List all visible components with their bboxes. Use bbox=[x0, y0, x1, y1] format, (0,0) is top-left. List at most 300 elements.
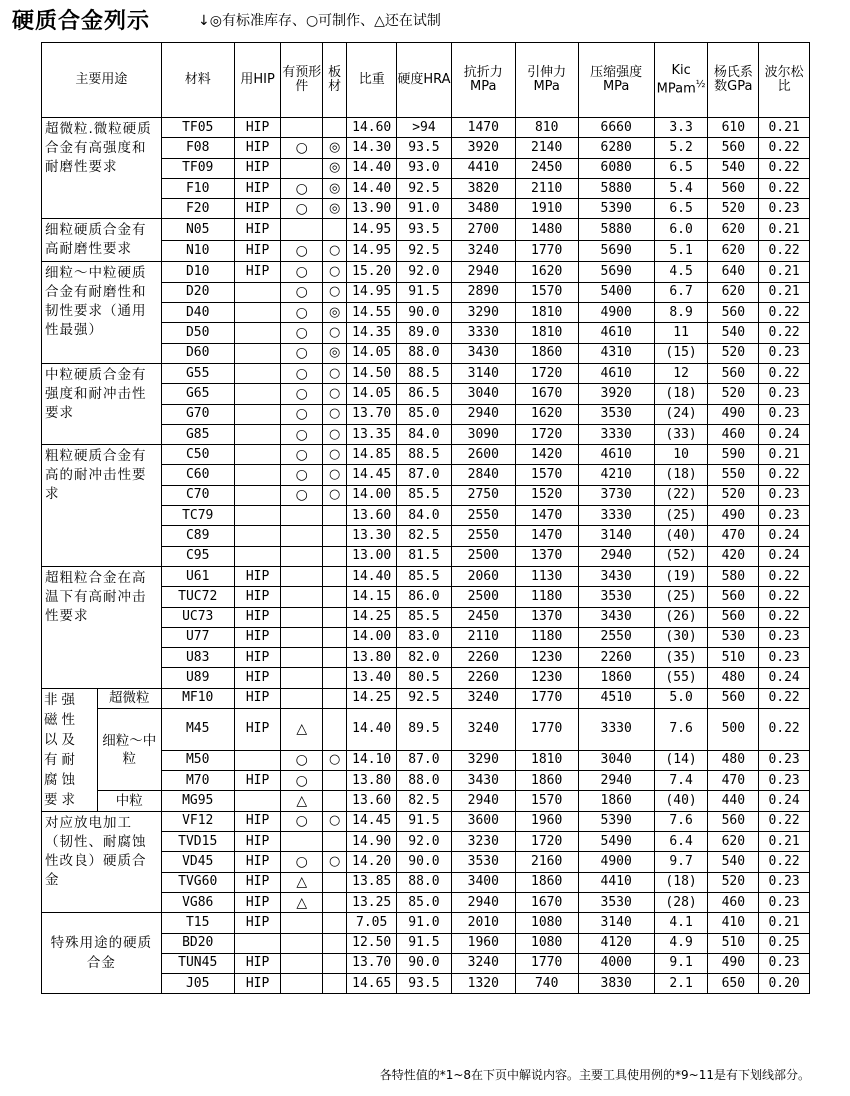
cell-material: TVG60 bbox=[161, 872, 234, 892]
cell-hra: 88.0 bbox=[397, 872, 452, 892]
header-kic-line2: MPam bbox=[656, 81, 696, 97]
cell-hra: 92.0 bbox=[397, 832, 452, 852]
cell-kic: (40) bbox=[654, 526, 708, 546]
cell-comp: 2940 bbox=[578, 771, 654, 791]
cell-comp: 3330 bbox=[578, 709, 654, 751]
cell-poisson: 0.21 bbox=[759, 219, 810, 241]
cell-poisson: 0.21 bbox=[759, 118, 810, 138]
cell-hra: 92.5 bbox=[397, 688, 452, 708]
cell-plate: ○ bbox=[323, 465, 347, 485]
cell-hra: 91.5 bbox=[397, 811, 452, 831]
cell-tensile: 1370 bbox=[515, 607, 578, 627]
cell-preform bbox=[281, 587, 323, 607]
group-use: 粗粒硬质合金有高的耐冲击性要求 bbox=[42, 445, 162, 567]
cell-hra: 82.5 bbox=[397, 791, 452, 811]
cell-comp: 3040 bbox=[578, 750, 654, 770]
cell-young: 560 bbox=[708, 587, 759, 607]
cell-tensile: 1810 bbox=[515, 303, 578, 323]
cell-hra: 85.5 bbox=[397, 607, 452, 627]
cell-plate bbox=[323, 913, 347, 933]
cell-poisson: 0.22 bbox=[759, 158, 810, 178]
cell-tensile: 2140 bbox=[515, 138, 578, 158]
cell-preform: ○ bbox=[281, 424, 323, 444]
cell-hip: HIP bbox=[234, 892, 281, 912]
cell-material: C60 bbox=[161, 465, 234, 485]
cell-young: 520 bbox=[708, 343, 759, 363]
cell-bend: 2260 bbox=[451, 648, 515, 668]
cell-comp: 3530 bbox=[578, 892, 654, 912]
cell-sg: 13.00 bbox=[347, 546, 397, 566]
table-row bbox=[42, 445, 810, 465]
cell-material: F20 bbox=[161, 199, 234, 219]
header-kic-line1: Kic bbox=[671, 62, 691, 78]
cell-plate bbox=[323, 771, 347, 791]
cell-young: 610 bbox=[708, 118, 759, 138]
cell-hip bbox=[234, 445, 281, 465]
cell-tensile: 1480 bbox=[515, 219, 578, 241]
cell-plate: ◎ bbox=[323, 303, 347, 323]
cell-preform: ○ bbox=[281, 465, 323, 485]
cell-hra: 82.5 bbox=[397, 526, 452, 546]
cell-sg: 14.15 bbox=[347, 587, 397, 607]
cell-sg: 14.45 bbox=[347, 811, 397, 831]
cell-tensile: 1520 bbox=[515, 485, 578, 505]
cell-kic: 6.4 bbox=[654, 832, 708, 852]
cell-preform: ○ bbox=[281, 750, 323, 770]
cell-young: 490 bbox=[708, 953, 759, 973]
cell-plate bbox=[323, 506, 347, 526]
cell-kic: (14) bbox=[654, 750, 708, 770]
cell-preform: ○ bbox=[281, 771, 323, 791]
cell-poisson: 0.22 bbox=[759, 240, 810, 262]
cell-material: C89 bbox=[161, 526, 234, 546]
cell-material: F08 bbox=[161, 138, 234, 158]
cell-young: 480 bbox=[708, 750, 759, 770]
table-row bbox=[42, 262, 810, 282]
cell-young: 550 bbox=[708, 465, 759, 485]
cell-young: 440 bbox=[708, 791, 759, 811]
cell-comp: 3330 bbox=[578, 424, 654, 444]
cell-material: MF10 bbox=[161, 688, 234, 708]
cell-tensile: 1470 bbox=[515, 506, 578, 526]
cell-bend: 3400 bbox=[451, 872, 515, 892]
cell-preform: ○ bbox=[281, 178, 323, 198]
cell-tensile: 1810 bbox=[515, 750, 578, 770]
cell-preform: ○ bbox=[281, 138, 323, 158]
cell-hra: 88.5 bbox=[397, 445, 452, 465]
cell-preform: ○ bbox=[281, 343, 323, 363]
cell-comp: 4000 bbox=[578, 953, 654, 973]
cell-kic: 10 bbox=[654, 445, 708, 465]
cell-kic: (24) bbox=[654, 404, 708, 424]
group-use: 非强磁性以及有耐腐蚀要求 bbox=[42, 688, 98, 811]
cell-hip: HIP bbox=[234, 872, 281, 892]
cell-plate bbox=[323, 627, 347, 647]
cell-comp: 2940 bbox=[578, 546, 654, 566]
cell-comp: 4900 bbox=[578, 303, 654, 323]
cell-preform bbox=[281, 566, 323, 586]
cell-young: 560 bbox=[708, 363, 759, 383]
cell-poisson: 0.21 bbox=[759, 262, 810, 282]
header-comp: 压缩强度MPa bbox=[578, 43, 654, 118]
cell-hip: HIP bbox=[234, 811, 281, 831]
header-kic-exp: ½ bbox=[695, 78, 706, 90]
cell-sg: 12.50 bbox=[347, 933, 397, 953]
cell-bend: 3240 bbox=[451, 240, 515, 262]
cell-preform: ○ bbox=[281, 323, 323, 343]
header-bend: 抗折力MPa bbox=[451, 43, 515, 118]
cell-bend: 2500 bbox=[451, 546, 515, 566]
cell-plate bbox=[323, 526, 347, 546]
cell-material: VD45 bbox=[161, 852, 234, 872]
cell-material: C50 bbox=[161, 445, 234, 465]
cell-comp: 4510 bbox=[578, 688, 654, 708]
group-use: 超粗粒合金在高温下有高耐冲击性要求 bbox=[42, 566, 162, 688]
cell-hip bbox=[234, 282, 281, 302]
cell-tensile: 1860 bbox=[515, 771, 578, 791]
cell-plate bbox=[323, 872, 347, 892]
cell-bend: 2940 bbox=[451, 791, 515, 811]
cell-sg: 14.20 bbox=[347, 852, 397, 872]
cell-preform: ○ bbox=[281, 811, 323, 831]
cell-plate: ○ bbox=[323, 363, 347, 383]
cell-hip: HIP bbox=[234, 852, 281, 872]
cell-sg: 14.50 bbox=[347, 363, 397, 383]
cell-plate: ○ bbox=[323, 262, 347, 282]
cell-kic: (40) bbox=[654, 791, 708, 811]
cell-preform bbox=[281, 832, 323, 852]
cell-tensile: 1420 bbox=[515, 445, 578, 465]
cell-kic: 9.7 bbox=[654, 852, 708, 872]
cell-young: 620 bbox=[708, 240, 759, 262]
cell-tensile: 2450 bbox=[515, 158, 578, 178]
cell-young: 560 bbox=[708, 607, 759, 627]
cell-material: N05 bbox=[161, 219, 234, 241]
cell-young: 470 bbox=[708, 771, 759, 791]
cell-plate: ○ bbox=[323, 240, 347, 262]
cell-comp: 3830 bbox=[578, 974, 654, 994]
cell-hra: 93.0 bbox=[397, 158, 452, 178]
cell-plate bbox=[323, 953, 347, 973]
cell-young: 460 bbox=[708, 424, 759, 444]
cell-sg: 13.80 bbox=[347, 648, 397, 668]
cell-material: J05 bbox=[161, 974, 234, 994]
cell-material: M45 bbox=[161, 709, 234, 751]
cell-material: D20 bbox=[161, 282, 234, 302]
cell-plate bbox=[323, 974, 347, 994]
cell-bend: 1320 bbox=[451, 974, 515, 994]
cell-bend: 3290 bbox=[451, 303, 515, 323]
cell-hip: HIP bbox=[234, 219, 281, 241]
cell-material: U83 bbox=[161, 648, 234, 668]
cell-material: D60 bbox=[161, 343, 234, 363]
cell-plate: ○ bbox=[323, 384, 347, 404]
cell-kic: 5.0 bbox=[654, 688, 708, 708]
cell-tensile: 1080 bbox=[515, 913, 578, 933]
cell-preform bbox=[281, 506, 323, 526]
cell-kic: 7.6 bbox=[654, 811, 708, 831]
header-young: 杨氏系数GPa bbox=[708, 43, 759, 118]
cell-material: G70 bbox=[161, 404, 234, 424]
cell-plate bbox=[323, 118, 347, 138]
cell-poisson: 0.24 bbox=[759, 526, 810, 546]
cell-comp: 2260 bbox=[578, 648, 654, 668]
cell-poisson: 0.22 bbox=[759, 688, 810, 708]
cell-preform: ○ bbox=[281, 404, 323, 424]
table-row bbox=[42, 913, 810, 933]
table-row bbox=[42, 811, 810, 831]
table-row bbox=[42, 791, 810, 811]
cell-material: C70 bbox=[161, 485, 234, 505]
cell-kic: 12 bbox=[654, 363, 708, 383]
cell-plate bbox=[323, 933, 347, 953]
cell-young: 560 bbox=[708, 688, 759, 708]
cell-poisson: 0.22 bbox=[759, 587, 810, 607]
cell-material: D40 bbox=[161, 303, 234, 323]
cell-hra: 85.0 bbox=[397, 404, 452, 424]
cell-material: TVD15 bbox=[161, 832, 234, 852]
cell-hra: 91.5 bbox=[397, 282, 452, 302]
cell-tensile: 1470 bbox=[515, 526, 578, 546]
cell-young: 540 bbox=[708, 852, 759, 872]
cell-young: 470 bbox=[708, 526, 759, 546]
cell-tensile: 1570 bbox=[515, 791, 578, 811]
cell-preform: ○ bbox=[281, 485, 323, 505]
cell-tensile: 1860 bbox=[515, 872, 578, 892]
cell-comp: 5880 bbox=[578, 178, 654, 198]
cell-tensile: 1570 bbox=[515, 282, 578, 302]
cell-plate: ○ bbox=[323, 282, 347, 302]
cell-kic: (22) bbox=[654, 485, 708, 505]
cell-hip: HIP bbox=[234, 913, 281, 933]
cell-hip: HIP bbox=[234, 627, 281, 647]
cell-tensile: 1910 bbox=[515, 199, 578, 219]
cell-comp: 3140 bbox=[578, 913, 654, 933]
cell-comp: 3430 bbox=[578, 607, 654, 627]
cell-poisson: 0.21 bbox=[759, 832, 810, 852]
cell-kic: 4.5 bbox=[654, 262, 708, 282]
cell-sg: 14.65 bbox=[347, 974, 397, 994]
cell-tensile: 1230 bbox=[515, 648, 578, 668]
cell-hip: HIP bbox=[234, 607, 281, 627]
cell-hra: 89.0 bbox=[397, 323, 452, 343]
cell-hip: HIP bbox=[234, 709, 281, 751]
cell-kic: 9.1 bbox=[654, 953, 708, 973]
cell-comp: 6660 bbox=[578, 118, 654, 138]
cell-bend: 1470 bbox=[451, 118, 515, 138]
cell-preform: ○ bbox=[281, 199, 323, 219]
cell-kic: 6.5 bbox=[654, 158, 708, 178]
cell-material: G85 bbox=[161, 424, 234, 444]
cell-poisson: 0.23 bbox=[759, 953, 810, 973]
cell-poisson: 0.24 bbox=[759, 668, 810, 688]
cell-young: 540 bbox=[708, 323, 759, 343]
cell-bend: 4410 bbox=[451, 158, 515, 178]
cell-sg: 13.90 bbox=[347, 199, 397, 219]
cell-sg: 14.25 bbox=[347, 607, 397, 627]
cell-plate bbox=[323, 648, 347, 668]
cell-hip: HIP bbox=[234, 566, 281, 586]
cell-hra: 86.0 bbox=[397, 587, 452, 607]
cell-young: 620 bbox=[708, 832, 759, 852]
cell-hip bbox=[234, 506, 281, 526]
cell-bend: 3090 bbox=[451, 424, 515, 444]
cell-tensile: 1370 bbox=[515, 546, 578, 566]
cell-young: 560 bbox=[708, 811, 759, 831]
cell-hip: HIP bbox=[234, 178, 281, 198]
cell-hip bbox=[234, 791, 281, 811]
cell-material: C95 bbox=[161, 546, 234, 566]
cell-bend: 2890 bbox=[451, 282, 515, 302]
cell-preform: ○ bbox=[281, 262, 323, 282]
cell-hra: 90.0 bbox=[397, 852, 452, 872]
cell-young: 560 bbox=[708, 178, 759, 198]
cell-poisson: 0.22 bbox=[759, 709, 810, 751]
cell-sg: 14.35 bbox=[347, 323, 397, 343]
table-row bbox=[42, 219, 810, 241]
cell-tensile: 1670 bbox=[515, 384, 578, 404]
cell-hra: 84.0 bbox=[397, 424, 452, 444]
cell-kic: 8.9 bbox=[654, 303, 708, 323]
cell-plate: ◎ bbox=[323, 199, 347, 219]
cell-poisson: 0.23 bbox=[759, 627, 810, 647]
cell-kic: 7.6 bbox=[654, 709, 708, 751]
cell-sg: 14.40 bbox=[347, 158, 397, 178]
cell-tensile: 1720 bbox=[515, 832, 578, 852]
cell-plate bbox=[323, 546, 347, 566]
cell-comp: 5690 bbox=[578, 262, 654, 282]
cell-plate: ◎ bbox=[323, 158, 347, 178]
cell-bend: 2450 bbox=[451, 607, 515, 627]
cell-tensile: 810 bbox=[515, 118, 578, 138]
cell-bend: 2940 bbox=[451, 262, 515, 282]
cell-hip bbox=[234, 485, 281, 505]
cell-kic: (18) bbox=[654, 872, 708, 892]
cell-material: U77 bbox=[161, 627, 234, 647]
cell-comp: 4120 bbox=[578, 933, 654, 953]
cell-hip: HIP bbox=[234, 240, 281, 262]
legend: ↓◎有标准库存、○可制作、△还在试制 bbox=[198, 13, 441, 29]
cell-hip bbox=[234, 363, 281, 383]
cell-hip: HIP bbox=[234, 648, 281, 668]
cell-plate bbox=[323, 688, 347, 708]
cell-young: 460 bbox=[708, 892, 759, 912]
cell-plate bbox=[323, 668, 347, 688]
group-use: 对应放电加工（韧性、耐腐蚀性改良）硬质合金 bbox=[42, 811, 162, 912]
cell-young: 590 bbox=[708, 445, 759, 465]
cell-material: TUN45 bbox=[161, 953, 234, 973]
cell-material: TC79 bbox=[161, 506, 234, 526]
cell-poisson: 0.24 bbox=[759, 546, 810, 566]
group-use: 细粒硬质合金有高耐磨性要求 bbox=[42, 219, 162, 262]
cell-poisson: 0.23 bbox=[759, 872, 810, 892]
table-row bbox=[42, 363, 810, 383]
sub-medium: 中粒 bbox=[97, 791, 161, 811]
cell-preform: ○ bbox=[281, 445, 323, 465]
cell-tensile: 1230 bbox=[515, 668, 578, 688]
cell-hip bbox=[234, 384, 281, 404]
cell-kic: (25) bbox=[654, 587, 708, 607]
cell-poisson: 0.22 bbox=[759, 465, 810, 485]
cell-hip bbox=[234, 303, 281, 323]
cell-plate: ○ bbox=[323, 852, 347, 872]
cell-hra: 90.0 bbox=[397, 953, 452, 973]
cell-material: TF05 bbox=[161, 118, 234, 138]
cell-poisson: 0.23 bbox=[759, 771, 810, 791]
cell-bend: 3240 bbox=[451, 953, 515, 973]
cell-poisson: 0.23 bbox=[759, 404, 810, 424]
group-use: 中粒硬质合金有强度和耐冲击性要求 bbox=[42, 363, 162, 444]
cell-plate: ○ bbox=[323, 485, 347, 505]
cell-kic: 4.9 bbox=[654, 933, 708, 953]
cell-hra: 82.0 bbox=[397, 648, 452, 668]
cell-material: G55 bbox=[161, 363, 234, 383]
cell-comp: 5390 bbox=[578, 199, 654, 219]
cell-comp: 5690 bbox=[578, 240, 654, 262]
cell-kic: 7.4 bbox=[654, 771, 708, 791]
cell-kic: (26) bbox=[654, 607, 708, 627]
cell-kic: (18) bbox=[654, 465, 708, 485]
cell-comp: 3530 bbox=[578, 404, 654, 424]
cell-kic: (55) bbox=[654, 668, 708, 688]
cell-plate: ◎ bbox=[323, 138, 347, 158]
cell-kic: (19) bbox=[654, 566, 708, 586]
cell-bend: 3290 bbox=[451, 750, 515, 770]
cell-bend: 3240 bbox=[451, 688, 515, 708]
cell-hip: HIP bbox=[234, 118, 281, 138]
cell-sg: 14.85 bbox=[347, 445, 397, 465]
cell-material: D10 bbox=[161, 262, 234, 282]
cell-preform bbox=[281, 953, 323, 973]
cell-hra: 93.5 bbox=[397, 974, 452, 994]
header-sg: 比重 bbox=[347, 43, 397, 118]
cell-hip: HIP bbox=[234, 953, 281, 973]
cell-tensile: 1180 bbox=[515, 627, 578, 647]
cell-tensile: 1960 bbox=[515, 811, 578, 831]
cell-kic: 6.5 bbox=[654, 199, 708, 219]
cell-bend: 2110 bbox=[451, 627, 515, 647]
cell-preform: △ bbox=[281, 872, 323, 892]
cell-hra: >94 bbox=[397, 118, 452, 138]
cell-sg: 14.55 bbox=[347, 303, 397, 323]
cell-plate bbox=[323, 832, 347, 852]
cell-poisson: 0.22 bbox=[759, 303, 810, 323]
cell-plate bbox=[323, 709, 347, 751]
cell-poisson: 0.22 bbox=[759, 566, 810, 586]
cell-poisson: 0.21 bbox=[759, 282, 810, 302]
page-title: 硬质合金列示 bbox=[12, 9, 151, 34]
cell-plate: ○ bbox=[323, 445, 347, 465]
cell-young: 530 bbox=[708, 627, 759, 647]
cell-hra: 88.5 bbox=[397, 363, 452, 383]
cell-poisson: 0.23 bbox=[759, 648, 810, 668]
cell-sg: 14.10 bbox=[347, 750, 397, 770]
cell-preform: ○ bbox=[281, 852, 323, 872]
cell-plate bbox=[323, 791, 347, 811]
cell-comp: 4900 bbox=[578, 852, 654, 872]
cell-comp: 4310 bbox=[578, 343, 654, 363]
cell-kic: (28) bbox=[654, 892, 708, 912]
cell-sg: 13.80 bbox=[347, 771, 397, 791]
cell-preform: ○ bbox=[281, 384, 323, 404]
cell-tensile: 1810 bbox=[515, 323, 578, 343]
cell-plate bbox=[323, 587, 347, 607]
cell-preform: △ bbox=[281, 709, 323, 751]
cell-preform bbox=[281, 546, 323, 566]
cell-hip: HIP bbox=[234, 199, 281, 219]
cell-material: MG95 bbox=[161, 791, 234, 811]
cell-bend: 2600 bbox=[451, 445, 515, 465]
